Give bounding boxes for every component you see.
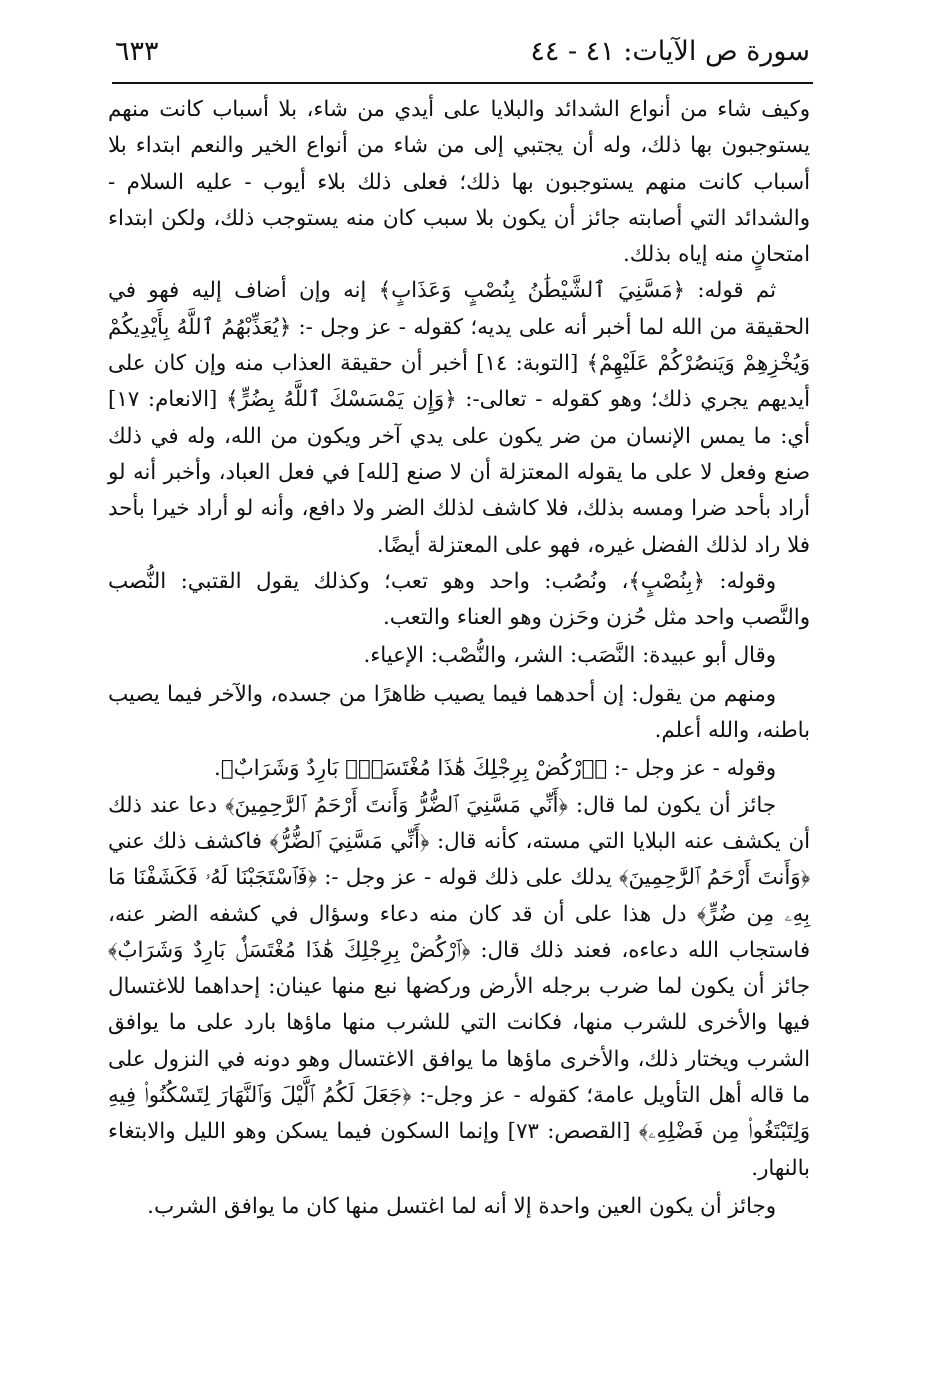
page-header	[115, 28, 810, 74]
main-text	[108, 92, 810, 1225]
paragraph-2: ثم قوله: ﴿مَسَّنِيَ ٱلشَّيْطَٰنُ بِنُصْبٍ وَعَذَابٍ﴾ إنه وإن أضاف إليه فهو في الحقيقة من الله لما أخبر أنه على يديه؛ كقوله - عز وجل -: ﴿يُعَذِّبْهُمُ ٱللَّهُ بِأَيْدِيكُمْ وَيُخْزِهِمْ وَيَنصُرْكُمْ عَلَيْهِمْ﴾ [التوبة: ١٤] أخبر أن حقيقة العذاب منه وإن كان على أيديهم يجري ذلك؛ وهو كقوله - تعالى-: ﴿وَإِن يَمْسَسْكَ ٱللَّهُ بِضُرٍّ﴾ [الانعام: ١٧] أي: ما يمس الإنسان من ضر يكون على يدي آخر ويكون من الله، وله في ذلك صنع وفعل لا على ما يقوله المعتزلة أن لا صنع [لله] في فعل العباد، وأخبر أنه لو أراد بأحد ضرا ومسه بذلك، فلا كاشف لذلك الضر ولا دافع، وأنه لو أراد خيرا بأحد فلا راد لذلك الفضل غيره، فهو على المعتزلة أيضًا.	[108, 278, 810, 558]
page-number: ٦٣٣	[115, 36, 159, 67]
paragraph-1: وكيف شاء من أنواع الشدائد والبلايا على أيدي من شاء، بلا أسباب كانت منهم يستوجبون بها ذلك، وله أن يجتبي إلى من شاء من أنواع الخير والنعم ابتداء بلا أسباب كانت منهم يستوجبون بها ذلك؛ فعلى ذلك بلاء أيوب - عليه السلام - والشدائد التي أصابته جائز أن يكون بلا سبب كان منه يستوجب ذلك، ولكن ابتداء امتحانٍ منه إياه بذلك.	[108, 97, 810, 268]
running-title: سورة ص الآيات: ٤١ - ٤٤	[530, 36, 810, 67]
header-divider	[112, 82, 813, 84]
paragraph-7: جائز أن يكون لما قال: ﴿أَنِّي مَسَّنِيَ ٱلضُّرُّ وَأَنتَ أَرْحَمُ ٱلرَّٰحِمِينَ﴾ دعا عند ذلك أن يكشف عنه البلايا التي مسته، كأنه قال: ﴿أَنِّي مَسَّنِيَ ٱلضُّرُّ﴾ فاكشف ذلك عني ﴿وَأَنتَ أَرْحَمُ ٱلرَّٰحِمِينَ﴾ يدلك على ذلك قوله - عز وجل -: ﴿فَٱسْتَجَبْنَا لَهُۥ فَكَشَفْنَا مَا بِهِۦ مِن ضُرٍّ﴾ دل هذا على أن قد كان منه دعاء وسؤال في كشفه الضر عنه، فاستجاب الله دعاءه، فعند ذلك قال: ﴿ٱرْكُضْ بِرِجْلِكَ هَٰذَا مُغْتَسَلٌۢ بَارِدٌ وَشَرَابٌ﴾ جائز أن يكون لما ضرب برجله الأرض وركضها نبع منها عينان: إحداهما للاغتسال فيها والأخرى للشرب منها، فكانت التي للشرب منها ماؤها بارد على ما يوافق الشرب ويختار ذلك، والأخرى ماؤها ما يوافق الاغتسال وهو دونه في النزول على ما قاله أهل التأويل عامة؛ كقوله - عز وجل-: ﴿جَعَلَ لَكُمُ ٱلَّيْلَ وَٱلنَّهَارَ لِتَسْكُنُوا۟ فِيهِ وَلِتَبْتَغُوا۟ مِن فَضْلِهِۦ﴾ [القصص: ٧٣] وإنما السكون فيما يسكن وهو الليل والابتغاء بالنهار.	[108, 792, 810, 1181]
paragraph-4: وقال أبو عبيدة: النَّصَب: الشر، والنُّصْب: الإعياء.	[363, 643, 776, 669]
paragraph-8: وجائز أن يكون العين واحدة إلا أنه لما اغتسل منها كان ما يوافق الشرب.	[147, 1193, 776, 1219]
paragraph-6: وقوله - عز وجل -: ﴿ٱرْكُضْ بِرِجْلِكَ هَٰذَا مُغْتَسَلٌۢ بَارِدٌ وَشَرَابٌ﴾.	[214, 756, 776, 782]
paragraph-5: ومنهم من يقول: إن أحدهما فيما يصيب ظاهرًا من جسده، والآخر فيما يصيب باطنه، والله أعلم.	[108, 681, 810, 744]
paragraph-3: وقوله: ﴿بِنُصْبٍ﴾، ونُصُب: واحد وهو تعب؛ وكذلك يقول القتبي: النُّصب والنَّصب واحد مثل حُزن وحَزن وهو العناء والتعب.	[108, 568, 810, 631]
